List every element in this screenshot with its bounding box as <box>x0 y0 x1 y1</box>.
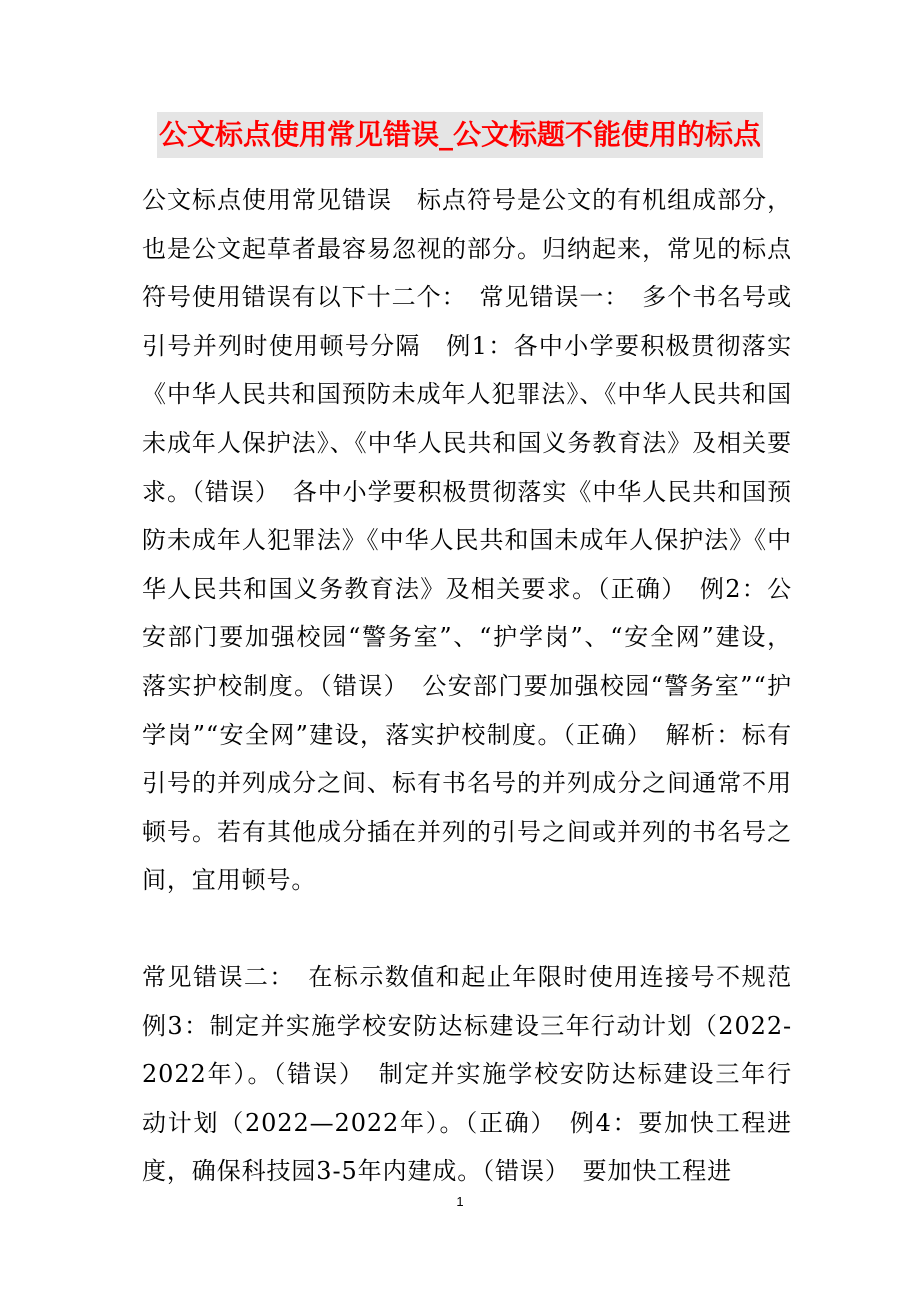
document-title: 公文标点使用常见错误_公文标题不能使用的标点 <box>157 112 763 158</box>
document-body <box>142 176 817 1196</box>
title-container <box>0 112 920 158</box>
paragraph-1: 公文标点使用常见错误 标点符号是公文的有机组成部分，也是公文起草者最容易忽视的部分。归纳起来，常见的标点符号使用错误有以下十二个： 常见错误一： 多个书名号或引号并列时使用顿号分隔 例1：各中小学要积极贯彻落实《中华人民共和国预防未成年人犯罪法》、《中华人民共和国未成年人保护法》、《中华人民共和国义务教育法》及相关要求。（错误） 各中小学要积极贯彻落实《中华人民共和国预防未成年人犯罪法》《中华人民共和国未成年人保护法》《中华人民共和国义务教育法》及相关要求。（正确） 例2：公安部门要加强校园“警务室”、“护学岗”、“安全网”建设，落实护校制度。（错误） 公安部门要加强校园“警务室”“护学岗”“安全网”建设，落实护校制度。（正确） 解析：标有引号的并列成分之间、标有书名号的并列成分之间通常不用顿号。若有其他成分插在并列的引号之间或并列的书名号之间，宜用顿号。 <box>142 186 792 895</box>
page-number: 1 <box>456 1194 464 1209</box>
paragraph-2: 常见错误二： 在标示数值和起止年限时使用连接号不规范 例3：制定并实施学校安防达标建设三年行动计划（2022-2022年）。（错误） 制定并实施学校安防达标建设三年行动计划（2022—2022年）。（正确） 例4：要加快工程进度，确保科技园3-5年内建成。（错误） 要加快工程进 <box>142 962 817 1186</box>
